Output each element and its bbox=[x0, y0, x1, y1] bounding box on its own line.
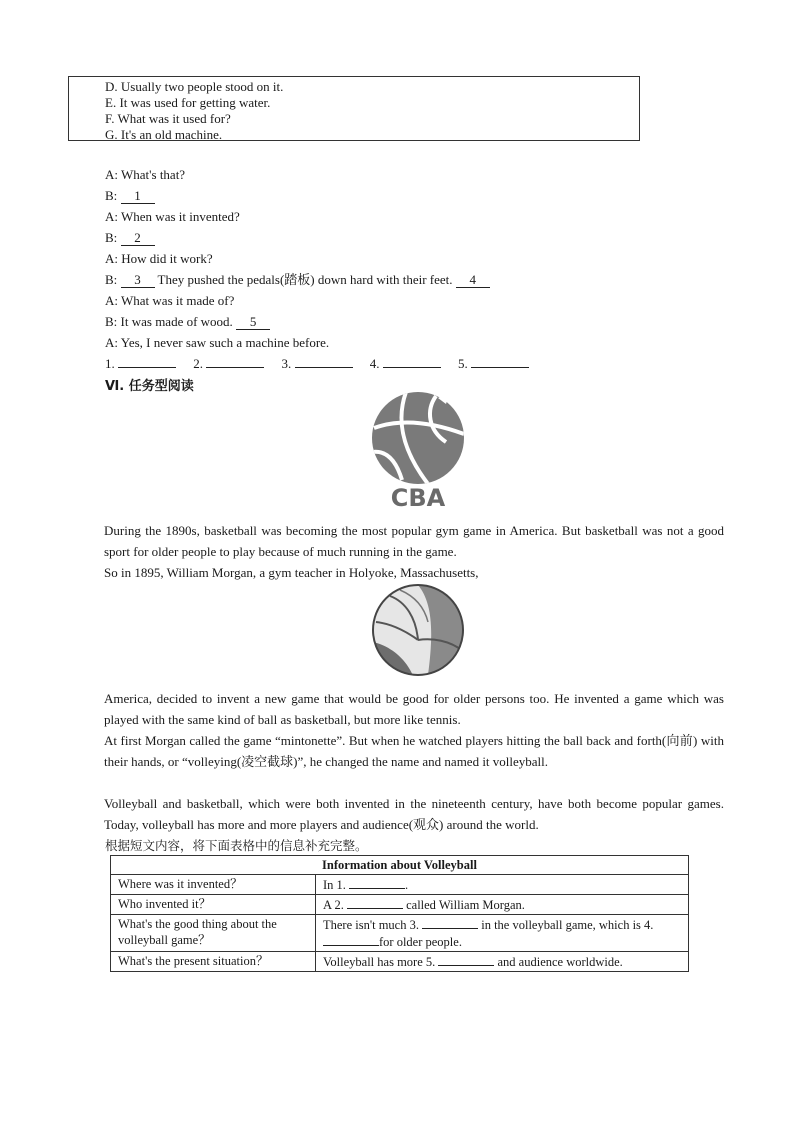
table-answer: There isn't much 3. in the volleyball game, which is 4. for older people. bbox=[316, 915, 689, 952]
table-row bbox=[111, 915, 689, 952]
section-title: Ⅵ. 任务型阅读 bbox=[105, 379, 194, 394]
table-question: What's the present situation？ bbox=[111, 952, 316, 972]
table-answer: A 2. called William Morgan. bbox=[316, 895, 689, 915]
speaker: B: bbox=[105, 230, 121, 245]
paragraph-2: So in 1895, William Morgan, a gym teacher in Holyoke, Massachusetts, bbox=[104, 565, 479, 580]
answer-blank-3[interactable] bbox=[295, 355, 353, 368]
answer-blank-5[interactable] bbox=[471, 355, 529, 368]
answer-blank-1[interactable] bbox=[118, 355, 176, 368]
table-row bbox=[111, 895, 689, 915]
option-e: E. It was used for getting water. bbox=[105, 95, 271, 110]
answer-label: 4. bbox=[369, 356, 380, 371]
paragraph-5: Volleyball and basketball, which were both invented in the nineteenth century, have both become popular games. Today, volleyball has more and more players and audience(观众) around the world. bbox=[104, 796, 724, 832]
blank-5[interactable]: 5 bbox=[236, 315, 270, 330]
paragraph-1: During the 1890s, basketball was becoming the most popular gym game in America. But basketball was not a good sport for older people to play because of much running in the game. bbox=[104, 523, 724, 559]
volleyball-image bbox=[370, 582, 466, 678]
info-table bbox=[110, 855, 689, 972]
speaker: B: bbox=[105, 188, 121, 203]
answer-blank-4[interactable] bbox=[383, 355, 441, 368]
table-blank-2[interactable] bbox=[347, 896, 403, 909]
blank-1[interactable]: 1 bbox=[121, 189, 155, 204]
table-row bbox=[111, 875, 689, 895]
table-question: Who invented it？ bbox=[111, 895, 316, 915]
dialogue-line bbox=[105, 314, 270, 330]
dialogue-line: A: What's that? bbox=[105, 167, 186, 182]
option-g: G. It's an old machine. bbox=[105, 127, 223, 142]
dialogue-text: B: It was made of wood. bbox=[105, 314, 237, 329]
table-blank-3[interactable] bbox=[422, 916, 478, 929]
instruction: 根据短文内容，将下面表格中的信息补充完整。 bbox=[105, 838, 368, 853]
dialogue-line bbox=[105, 188, 155, 204]
dialogue-line: A: How did it work? bbox=[105, 251, 213, 266]
speaker: B: bbox=[105, 272, 121, 287]
paragraph-4: At first Morgan called the game “mintonette”. But when he watched players hitting the ball back and forth(向前) with their hands, or “volleying(凌空截球)”, he changed the name and named it volleyball. bbox=[104, 733, 724, 769]
blank-3[interactable]: 3 bbox=[121, 273, 155, 288]
table-question: Where was it invented？ bbox=[111, 875, 316, 895]
option-d: D. Usually two people stood on it. bbox=[105, 79, 284, 94]
answer-label: 1. bbox=[105, 356, 115, 371]
table-blank-1[interactable] bbox=[349, 876, 405, 889]
blank-2[interactable]: 2 bbox=[121, 231, 155, 246]
options-box bbox=[68, 76, 640, 141]
dialogue-line: A: What was it made of? bbox=[105, 293, 235, 308]
answer-label: 5. bbox=[458, 356, 468, 371]
table-question: What's the good thing about the volleyball game？ bbox=[111, 915, 316, 952]
answer-blank-2[interactable] bbox=[206, 355, 264, 368]
table-blank-4[interactable] bbox=[323, 933, 379, 946]
table-blank-5[interactable] bbox=[438, 953, 494, 966]
cba-logo bbox=[366, 390, 470, 512]
table-row bbox=[111, 952, 689, 972]
dialogue-line: A: Yes, I never saw such a machine before. bbox=[105, 335, 330, 350]
table-answer: Volleyball has more 5. and audience worldwide. bbox=[316, 952, 689, 972]
dialogue-line bbox=[105, 230, 155, 246]
option-f: F. What was it used for? bbox=[105, 111, 231, 126]
table-answer: In 1. . bbox=[316, 875, 689, 895]
table-title: Information about Volleyball bbox=[111, 856, 689, 875]
blank-4[interactable]: 4 bbox=[456, 273, 490, 288]
answer-blanks bbox=[105, 355, 543, 372]
dialogue-text: They pushed the pedals(踏板) down hard with their feet. bbox=[154, 272, 456, 287]
paragraph-3: America, decided to invent a new game that would be good for older persons too. He invented a game which was played with the same kind of ball as basketball, but more like tennis. bbox=[104, 691, 724, 727]
dialogue-line: A: When was it invented? bbox=[105, 209, 240, 224]
answer-label: 2. bbox=[193, 356, 203, 371]
answer-label: 3. bbox=[281, 356, 292, 371]
logo-text: CBA bbox=[390, 484, 446, 512]
dialogue-line bbox=[105, 272, 490, 288]
